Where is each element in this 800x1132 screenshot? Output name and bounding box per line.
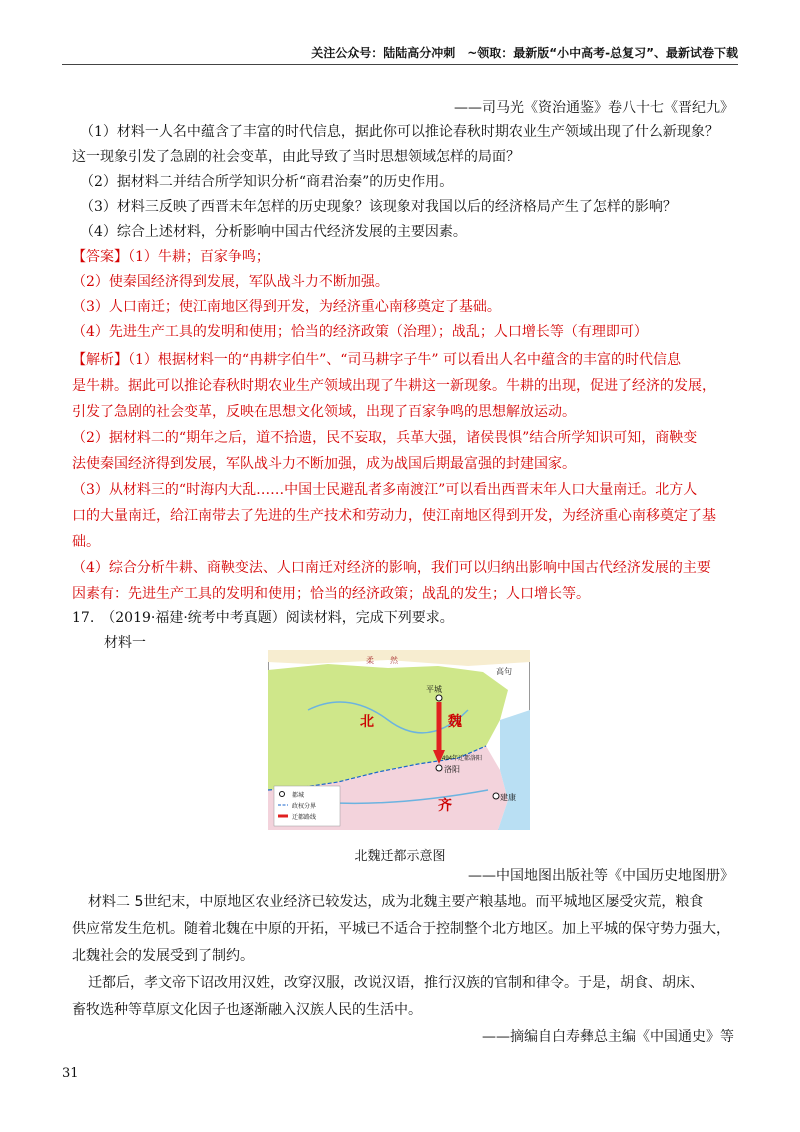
question-2: （2）据材料二并结合所学知识分析“商君治秦”的历史作用。 xyxy=(80,174,454,190)
analysis-line-1: 【解析】（1）根据材料一的“冉耕字伯牛”、“司马耕字子牛” 可以看出人名中蕴含的丰富的时代信息 xyxy=(72,352,681,368)
map-label-pingcheng: 平城 xyxy=(426,685,442,694)
page-number: 31 xyxy=(62,1066,79,1081)
material-1-label: 材料一 xyxy=(104,635,146,651)
question-1: （1）材料一人名中蕴含了丰富的时代信息，据此你可以推论春秋时期农业生产领域出现了什么新现象？ xyxy=(80,124,719,140)
citation-top: ——司马光《资治通鉴》卷八十七《晋纪九》 xyxy=(454,100,734,116)
analysis-line-6: （3）从材料三的“时海内大乱……中国士民避乱者多南渡江”可以看出西晋末年人口大量南迁。北方人 xyxy=(72,482,698,498)
question-4: （4）综合上述材料，分析影响中国古代经济发展的主要因素。 xyxy=(80,224,467,240)
answer-line-3: （3）人口南迁；使江南地区得到开发，为经济重心南移奠定了基础。 xyxy=(72,299,501,315)
map-label-jiankang: 建康 xyxy=(500,793,516,802)
analysis-line-5: 法使秦国经济得到发展，军队战斗力不断加强，成为战国后期最富强的封建国家。 xyxy=(72,456,576,472)
analysis-line-9: （4）综合分析牛耕、商鞅变法、人口南迁对经济的影响，我们可以归纳出影响中国古代经济发展的主要 xyxy=(72,560,711,576)
analysis-line-7: 口的大量南迁，给江南带去了先进的生产技术和劳动力，使江南地区得到开发，为经济重心南移奠定了基 xyxy=(72,508,716,524)
map-legend xyxy=(274,786,340,826)
material-2-line-5: 畜牧选种等草原文化因子也逐渐融入汉族人民的生活中。 xyxy=(72,1002,422,1018)
material-2-line-1: 材料二 5世纪末，中原地区农业经济已较发达，成为北魏主要产粮基地。而平城地区屡受灾荒，粮食 xyxy=(88,894,704,910)
analysis-line-8: 础。 xyxy=(72,534,100,550)
analysis-line-2: 是牛耕。据此可以推论春秋时期农业生产领域出现了牛耕这一新现象。牛耕的出现，促进了经济的发展， xyxy=(72,378,716,394)
pingcheng-marker xyxy=(436,695,442,701)
northern-wei-map xyxy=(268,650,530,830)
map-label-luoyang: 洛阳 xyxy=(444,765,460,774)
material-2-line-4: 迁都后，孝文帝下诏改用汉姓，改穿汉服，改说汉语，推行汉族的官制和律令。于是，胡食、胡床、 xyxy=(88,975,704,991)
legend-route-label: 迁都路线 xyxy=(292,815,317,821)
page-header: 关注公众号：陆陆高分冲刺 ~领取：最新版“小中高考-总复习”、最新试卷下载 xyxy=(311,46,738,60)
analysis-line-4: （2）据材料二的“期年之后，道不拾遗，民不妄取，兵革大强，诸侯畏惧”结合所学知识可知，商鞅变 xyxy=(72,430,698,446)
material-2-line-3: 北魏社会的发展受到了制约。 xyxy=(72,948,254,964)
question-3: （3）材料三反映了西晋末年怎样的历史现象？该现象对我国以后的经济格局产生了怎样的影响？ xyxy=(80,199,677,215)
map-label-bei: 北 xyxy=(360,713,374,729)
map-label-rouran: 柔 然 xyxy=(366,656,398,665)
question-17-heading: 17. （2019·福建·统考中考真题）阅读材料，完成下列要求。 xyxy=(72,610,454,626)
map-caption: 北魏迁都示意图 xyxy=(354,849,446,864)
answer-line-1: 【答案】（1）牛耕；百家争鸣； xyxy=(72,249,270,265)
answer-line-2: （2）使秦国经济得到发展，军队战斗力不断加强。 xyxy=(72,274,389,290)
question-1-cont: 这一现象引发了急剧的社会变革，由此导致了当时思想领域怎样的局面？ xyxy=(72,149,520,165)
map-source: ——中国地图出版社等《中国历史地图册》 xyxy=(468,868,734,884)
material-2-source: ——摘编自白寿彝总主编《中国通史》等 xyxy=(482,1029,734,1045)
jiankang-marker xyxy=(493,793,499,799)
material-2-line-2: 供应常发生危机。随着北魏在中原的开拓，平城已不适合于控制整个北方地区。加上平城的保守势力强大， xyxy=(72,921,730,937)
analysis-line-3: 引发了急剧的社会变革，反映在思想文化领域，出现了百家争鸣的思想解放运动。 xyxy=(72,404,576,420)
legend-border-label: 政权分界 xyxy=(292,804,317,810)
answer-line-4: （4）先进生产工具的发明和使用；恰当的经济政策（治理）；战乱；人口增长等（有理即可） xyxy=(72,324,648,340)
map-label-wei: 魏 xyxy=(448,713,462,729)
header-divider xyxy=(62,64,738,65)
map-label-gaogouli: 高句 xyxy=(496,667,512,676)
analysis-line-10: 因素有：先进生产工具的发明和使用；恰当的经济政策；战乱的发生；人口增长等。 xyxy=(72,586,590,602)
legend-capital-symbol xyxy=(280,792,285,797)
luoyang-marker xyxy=(436,765,442,771)
map-label-qi: 齐 xyxy=(438,797,452,813)
legend-capital-label: 都城 xyxy=(292,793,305,799)
map-label-move-note: 494年迁都洛阳 xyxy=(442,756,483,762)
